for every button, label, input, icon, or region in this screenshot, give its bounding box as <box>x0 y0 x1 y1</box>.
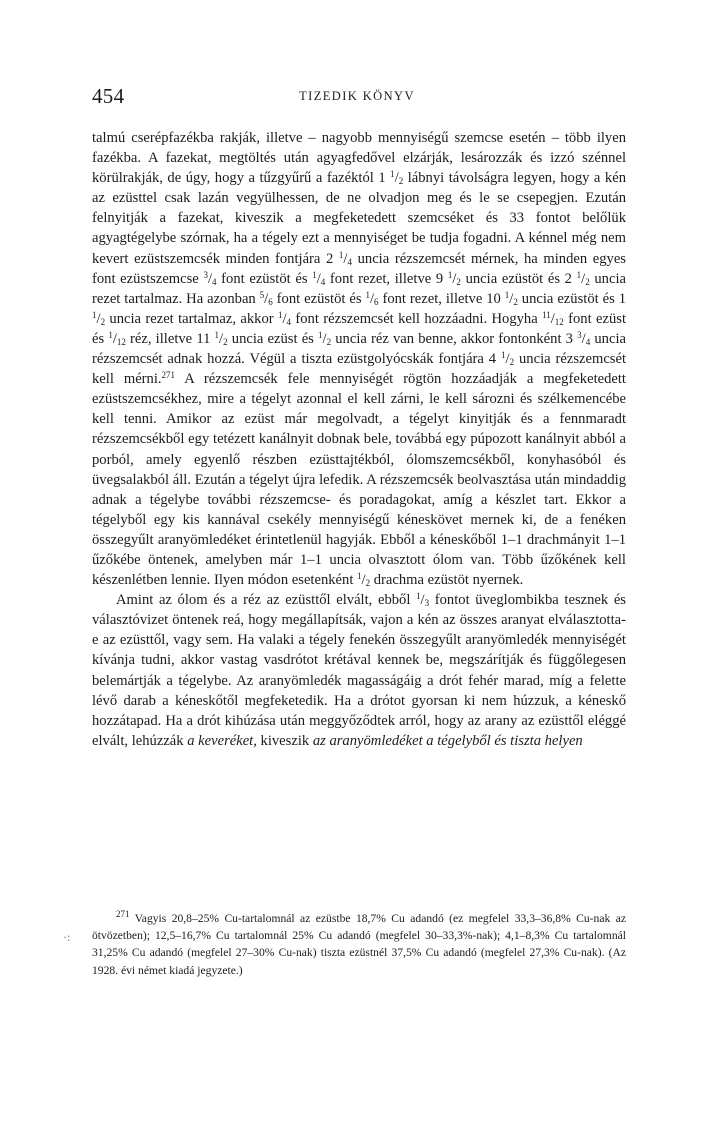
subscript: 4 <box>286 316 292 327</box>
superscript: 1 <box>390 169 395 180</box>
subscript: 2 <box>223 336 228 347</box>
subscript: 12 <box>116 336 126 347</box>
page-header <box>92 84 622 108</box>
subscript: 6 <box>268 296 273 307</box>
subscript: 4 <box>320 276 326 287</box>
superscript: 1 <box>357 571 362 582</box>
subscript: 2 <box>100 316 106 327</box>
footnote-text <box>92 910 626 979</box>
superscript: 1 <box>447 269 453 280</box>
superscript: 1 <box>416 591 421 602</box>
subscript: 2 <box>513 296 518 307</box>
subscript: 4 <box>212 276 217 287</box>
superscript: 11 <box>542 309 551 320</box>
subscript: 4 <box>585 336 591 347</box>
superscript: 1 <box>214 329 220 340</box>
subscript: 2 <box>509 357 515 368</box>
subscript: 2 <box>326 336 332 347</box>
paragraph-1: talmú cserépfazékba rakják, illetve – nagyobb mennyiségű szemcse esetén – több ilyen fazékba. A fazekat, megtöltés után agyagfedővel elzárják, lesározzák és izzó szénnel körülrakják, de úgy, hogy a tűzgyűrű a fazéktól 1 $^1/_2$ lábnyi távolságra legyen, hogy a kén az ezüsttel csak lazán vegyülhessen, de ne olvadjon meg és le se csepegjen. Ezután felnyitják a fazekat, kiveszik a megfeketedett szemcséket és 33 fontot belőlük agyagtégelybe szórnak, ha a tégely ezt a mennyiséget be tudja fogadni. A kénnel még nem kevert ezüstszemcsék minden fontjára 2 $^1/_4$ uncia rézszemcsét mérnek, ha minden egyes font ezüstszemcse $^3/_4$ font ezüstöt és $^1/_4$ font rezet, illetve 9 $^1/_2$ uncia ezüstöt és 2 $^1/_2$ uncia rezet tartalmaz. Ha azonban $^5/_6$ font ezüstöt és $^1/_6$ font rezet, illetve 10 $^1/_2$ uncia ezüstöt és 1 $^1/_2$ uncia rezet tartalmaz, akkor $^1/_4$ font rézszemcsét kell hozzáadni. Hogyha $^{11}/_{12}$ font ezüst és $^1/_{12}$ réz, illetve 11 $^1/_2$ uncia ezüst és $^1/_2$ uncia réz van benne, akkor fontonként 3 $^3/_4$ uncia rézszemcsét adnak hozzá. Végül a tiszta ezüstgolyócskák fontjára 4 $^1/_2$ uncia rézszemcsét kell mérni.$^{271}$ A rézszemcsék fele mennyiségét rögtön hozzáadják a megfeketedett ezüstszemcsékhez, mire a tégelyt azonnal el kell zárni, le kell sározni és szélkemencébe kell tenni. Amikor az ezüst már megolvadt, a tégelyt kinyitják és a fennmaradt rézszemcsékből egy tetézett kanálnyit dobnak bele, továbbá egy púpozott kanálnyit abból a porból, amely egyenlő részben ezüsttajtékból, ólomszemcsékből, konyhasóból és üvegsalakból áll. Ezután a tégelyt újra lefedik. A rézszemcsék beolvasztása után mindaddig adnak a tégelybe további rézszemcse- és poradagokat, amíg a készlet tart. Ekkor a tégelyből egy kis kannával csekély mennyiségű kéneskövet mernek ki, de a fenéken összegyűlt aranyömledéket érintetlenül hagyják. Ebből a kéneskőből 1–1 drachmányit 1–1 űzőkébe öntenek, amelyben már 1–1 uncia olvasztott ólom van. Több űzőkének kell készenlétben lennie. Ilyen módon esetenként $^1/_2$ drachma ezüstöt nyernek. <box>92 130 627 589</box>
superscript: 5 <box>259 289 265 300</box>
superscript: 3 <box>577 329 582 340</box>
superscript: 271 <box>161 370 176 381</box>
subscript: 2 <box>456 276 461 287</box>
paragraph-2: Amint az ólom és a réz az ezüsttől elvált, ebből $^1/_3$ fontot üveglombikba tesznek és választóvizet öntenek reá, hogy megállapítsák, vajon a kén az összes aranyat elválasztotta-e az ezüsttől, vagy sem. Ha valaki a tégely fenekén összegyűlt aranyömledék mennyiségét kívánja tudni, akkor vastag vasdrótot krétával kennek be, megszárítják és függőlegesen belemártják a tégelybe. Az aranyömledék magasságáig a drót fehér marad, míg a felette lévő darab a kéneskőtől megfeketedik. Ha a drótot gyorsan ki nem húzzuk, a kéneskő hozzátapad. Ha a drót kihúzása után meggyőződtek arról, hogy az arany az ezüsttől eléggé elvált, lehúzzák a keveréket, kiveszik az aranyömledéket a tégelyből és tiszta helyen <box>92 591 626 749</box>
page-number: 454 <box>92 84 125 108</box>
superscript: 1 <box>92 309 97 320</box>
superscript: 1 <box>318 329 323 340</box>
superscript: 1 <box>504 289 510 300</box>
footnote-number: 271 <box>116 909 130 919</box>
subscript: 6 <box>374 296 379 307</box>
superscript: 1 <box>338 249 344 260</box>
margin-mark: ·: <box>63 930 71 944</box>
subscript: 3 <box>424 598 430 609</box>
superscript: 1 <box>365 289 370 300</box>
subscript: 4 <box>347 256 352 267</box>
italic-text: a keveréket, <box>187 732 257 749</box>
superscript: 1 <box>576 269 582 280</box>
superscript: 1 <box>108 329 113 340</box>
subscript: 2 <box>585 276 590 287</box>
footnote <box>92 910 626 979</box>
superscript: 1 <box>501 350 506 361</box>
superscript: 1 <box>312 269 317 280</box>
superscript: 3 <box>203 269 208 280</box>
running-head: TIZEDIK KÖNYV <box>299 89 415 103</box>
body-text <box>92 128 626 751</box>
superscript: 1 <box>277 309 283 320</box>
subscript: 12 <box>554 316 564 327</box>
italic-text: az aranyömledéket a tégelyből és tiszta helyen <box>312 732 583 749</box>
subscript: 2 <box>365 578 371 589</box>
subscript: 2 <box>398 176 404 187</box>
footnote-body: Vagyis 20,8–25% Cu-tartalomnál az ezüstbe 18,7% Cu adandó (ez megfelel 33,3–36,8% Cu-nak az ötvözetben); 12,5–16,7% Cu tartalomnál 25% Cu adandó (megfelel 30–33,3%-nak); 4,1–8,3% Cu tartalomnál 31,25% Cu adandó (megfelel 27–30% Cu-nak) tiszta ezüstnél 37,5% Cu adandó (megfelel 27,3% Cu-nak). (Az 1928. évi német kiadá jegyzete.) <box>92 912 626 977</box>
